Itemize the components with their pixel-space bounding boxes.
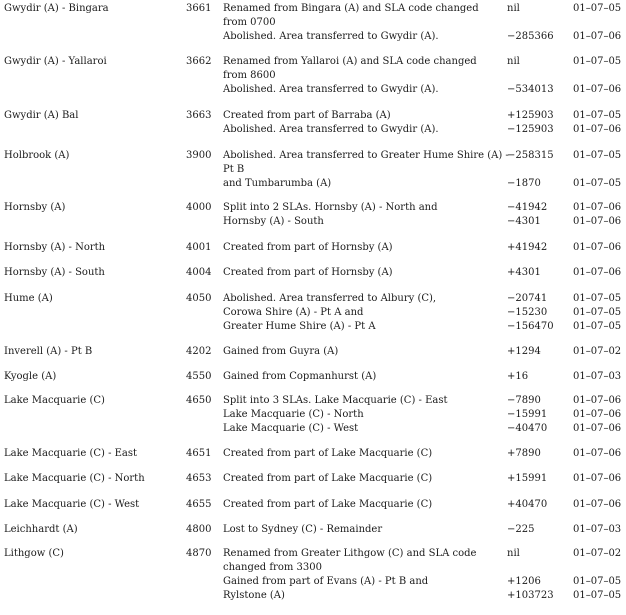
table-row — [0, 345, 626, 359]
change-line — [0, 345, 626, 358]
area-name: Kyogle (A) — [4, 371, 57, 382]
effective-date: 01–07–05 — [573, 321, 622, 332]
change-description: Renamed from Greater Lithgow (C) and SLA code — [223, 548, 477, 559]
change-description: Created from part of Lake Macquarie (C) — [223, 499, 433, 510]
effective-date: 01–07–06 — [573, 448, 622, 459]
change-description: Created from part of Hornsby (A) — [223, 242, 393, 253]
effective-date: 01–07–06 — [573, 473, 622, 484]
effective-date: 01–07–03 — [573, 371, 622, 382]
change-description: Abolished. Area transferred to Greater Hume Shire (A) - — [223, 150, 509, 161]
sla-code: 4800 — [186, 524, 212, 535]
sla-code: 4653 — [186, 473, 212, 484]
change-line — [0, 447, 626, 460]
population-change: +1294 — [507, 346, 541, 357]
table-row — [0, 241, 626, 255]
area-name: Holbrook (A) — [4, 150, 70, 161]
area-name: Lake Macquarie (C) - North — [4, 473, 145, 484]
effective-date: 01–07–06 — [573, 242, 622, 253]
change-line — [0, 215, 626, 228]
effective-date: 01–07–02 — [573, 548, 622, 559]
population-change: −20741 — [507, 293, 548, 304]
area-name: Gwydir (A) - Bingara — [4, 3, 109, 14]
change-line — [0, 589, 626, 602]
table-row — [0, 498, 626, 512]
change-description: Abolished. Area transferred to Albury (C), — [223, 293, 437, 304]
population-change: +15991 — [507, 473, 548, 484]
change-description: Split into 3 SLAs. Lake Macquarie (C) - East — [223, 395, 448, 406]
change-line — [0, 2, 626, 15]
table-row — [0, 201, 626, 229]
change-description: Abolished. Area transferred to Gwydir (A). — [223, 124, 439, 135]
change-description: Renamed from Yallaroi (A) and SLA code changed — [223, 56, 477, 67]
population-change: −41942 — [507, 202, 548, 213]
population-change: −156470 — [507, 321, 554, 332]
area-name: Hornsby (A) - South — [4, 267, 105, 278]
area-name: Hornsby (A) - North — [4, 242, 106, 253]
population-change: +7890 — [507, 448, 541, 459]
change-line — [0, 83, 626, 96]
effective-date: 01–07–05 — [573, 110, 622, 121]
area-name: Gwydir (A) - Yallaroi — [4, 56, 107, 67]
effective-date: 01–07–06 — [573, 423, 622, 434]
table-row — [0, 266, 626, 280]
area-name: Gwydir (A) Bal — [4, 110, 79, 121]
sla-code: 3663 — [186, 110, 212, 121]
change-line — [0, 547, 626, 560]
change-line — [0, 561, 626, 574]
change-line — [0, 30, 626, 43]
area-name: Leichhardt (A) — [4, 524, 78, 535]
sla-code: 3662 — [186, 56, 212, 67]
effective-date: 01–07–05 — [573, 293, 622, 304]
sla-code: 4000 — [186, 202, 212, 213]
population-change: nil — [507, 56, 520, 67]
change-line — [0, 575, 626, 588]
effective-date: 01–07–05 — [573, 150, 622, 161]
change-line — [0, 370, 626, 383]
sla-code: 4650 — [186, 395, 212, 406]
effective-date: 01–07–06 — [573, 499, 622, 510]
table-row — [0, 547, 626, 603]
change-line — [0, 292, 626, 305]
population-change: +41942 — [507, 242, 548, 253]
table-row — [0, 472, 626, 486]
change-description: Pt B — [223, 164, 245, 175]
change-line — [0, 498, 626, 511]
change-description: Lake Macquarie (C) - West — [223, 423, 359, 434]
change-line — [0, 306, 626, 319]
effective-date: 01–07–03 — [573, 524, 622, 535]
population-change: nil — [507, 548, 520, 559]
population-change: −15991 — [507, 409, 548, 420]
change-description: and Tumbarumba (A) — [223, 178, 332, 189]
sla-code: 4550 — [186, 371, 212, 382]
change-line — [0, 177, 626, 190]
change-line — [0, 472, 626, 485]
change-line — [0, 201, 626, 214]
effective-date: 01–07–05 — [573, 590, 622, 601]
population-change: +1206 — [507, 576, 541, 587]
effective-date: 01–07–06 — [573, 202, 622, 213]
change-line — [0, 523, 626, 536]
population-change: −534013 — [507, 84, 554, 95]
change-line — [0, 55, 626, 68]
population-change: −7890 — [507, 395, 541, 406]
change-description: Renamed from Bingara (A) and SLA code changed — [223, 3, 479, 14]
population-change: +4301 — [507, 267, 541, 278]
change-description: Gained from Guyra (A) — [223, 346, 339, 357]
effective-date: 01–07–05 — [573, 576, 622, 587]
change-line — [0, 109, 626, 122]
change-description: Corowa Shire (A) - Pt A and — [223, 307, 364, 318]
population-change: −15230 — [507, 307, 548, 318]
table-row — [0, 55, 626, 97]
population-change: nil — [507, 3, 520, 14]
sla-code: 4202 — [186, 346, 212, 357]
sla-code: 4651 — [186, 448, 212, 459]
change-description: from 0700 — [223, 17, 276, 28]
sla-code: 4050 — [186, 293, 212, 304]
change-description: Created from part of Hornsby (A) — [223, 267, 393, 278]
area-name: Lake Macquarie (C) — [4, 395, 105, 406]
effective-date: 01–07–05 — [573, 56, 622, 67]
population-change: +16 — [507, 371, 529, 382]
change-description: Created from part of Lake Macquarie (C) — [223, 448, 433, 459]
table-row — [0, 109, 626, 137]
table-row — [0, 523, 626, 537]
effective-date: 01–07–06 — [573, 267, 622, 278]
change-description: Lost to Sydney (C) - Remainder — [223, 524, 383, 535]
change-description: from 8600 — [223, 70, 276, 81]
effective-date: 01–07–05 — [573, 307, 622, 318]
area-name: Lithgow (C) — [4, 548, 64, 559]
effective-date: 01–07–06 — [573, 395, 622, 406]
change-line — [0, 266, 626, 279]
change-line — [0, 422, 626, 435]
area-name: Lake Macquarie (C) - West — [4, 499, 140, 510]
change-line — [0, 408, 626, 421]
effective-date: 01–07–06 — [573, 84, 622, 95]
change-description: changed from 3300 — [223, 562, 322, 573]
change-description: Split into 2 SLAs. Hornsby (A) - North and — [223, 202, 438, 213]
area-name: Hornsby (A) — [4, 202, 66, 213]
sla-code: 3661 — [186, 3, 212, 14]
population-change: −40470 — [507, 423, 548, 434]
change-line — [0, 241, 626, 254]
change-line — [0, 394, 626, 407]
change-description: Created from part of Lake Macquarie (C) — [223, 473, 433, 484]
population-change: +125903 — [507, 110, 554, 121]
population-change: −1870 — [507, 178, 541, 189]
change-line — [0, 320, 626, 333]
area-name: Inverell (A) - Pt B — [4, 346, 93, 357]
sla-code: 4870 — [186, 548, 212, 559]
sla-code: 3900 — [186, 150, 212, 161]
change-description: Abolished. Area transferred to Gwydir (A). — [223, 31, 439, 42]
change-description: Rylstone (A) — [223, 590, 285, 601]
change-description: Gained from part of Evans (A) - Pt B and — [223, 576, 429, 587]
change-line — [0, 149, 626, 162]
table-row — [0, 2, 626, 44]
change-description: Lake Macquarie (C) - North — [223, 409, 364, 420]
population-change: −225 — [507, 524, 535, 535]
table-row — [0, 292, 626, 334]
population-change: +103723 — [507, 590, 554, 601]
population-change: −285366 — [507, 31, 554, 42]
change-line — [0, 16, 626, 29]
table-row — [0, 394, 626, 436]
effective-date: 01–07–06 — [573, 31, 622, 42]
change-description: Hornsby (A) - South — [223, 216, 324, 227]
population-change: −258315 — [507, 150, 554, 161]
effective-date: 01–07–06 — [573, 216, 622, 227]
change-description: Abolished. Area transferred to Gwydir (A). — [223, 84, 439, 95]
population-change: −125903 — [507, 124, 554, 135]
sla-code: 4004 — [186, 267, 212, 278]
change-description: Greater Hume Shire (A) - Pt A — [223, 321, 376, 332]
change-description: Created from part of Barraba (A) — [223, 110, 391, 121]
change-line — [0, 69, 626, 82]
effective-date: 01–07–06 — [573, 124, 622, 135]
population-change: +40470 — [507, 499, 548, 510]
change-line — [0, 123, 626, 136]
area-name: Lake Macquarie (C) - East — [4, 448, 138, 459]
table-row — [0, 149, 626, 191]
population-change: −4301 — [507, 216, 541, 227]
sla-code: 4001 — [186, 242, 212, 253]
change-line — [0, 163, 626, 176]
area-name: Hume (A) — [4, 293, 53, 304]
table-row — [0, 447, 626, 461]
sla-code: 4655 — [186, 499, 212, 510]
effective-date: 01–07–05 — [573, 3, 622, 14]
table-row — [0, 370, 626, 384]
effective-date: 01–07–05 — [573, 178, 622, 189]
change-description: Gained from Copmanhurst (A) — [223, 371, 377, 382]
effective-date: 01–07–02 — [573, 346, 622, 357]
effective-date: 01–07–06 — [573, 409, 622, 420]
